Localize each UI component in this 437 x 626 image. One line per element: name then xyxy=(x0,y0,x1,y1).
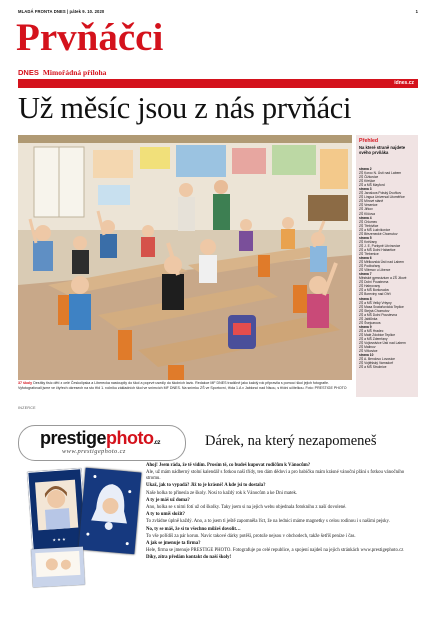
site-link[interactable]: idnes.cz xyxy=(394,80,414,86)
sidebar-school-item[interactable]: ZŠ Boreviny nad Ohří xyxy=(359,292,391,297)
sidebar-school-item[interactable]: ZŠ a MŠ Dolní Poustevna xyxy=(359,312,397,317)
sidebar-school-item[interactable]: ZŠ Chlumec xyxy=(359,219,378,224)
ad-label: INZERCE xyxy=(18,406,36,410)
sidebar-school-item[interactable]: ZŠ Čižkovice xyxy=(359,175,379,180)
logo-photo: photo xyxy=(106,428,154,448)
sidebar-school-item[interactable]: ZŠ Malé Zdobice Teplice xyxy=(359,332,396,337)
ad-answer: Naše holka to přinesla ze školy. Nosí to každý rok k Vánocům a ke Dni matek. xyxy=(146,490,298,496)
caption-text: Desítky tisíc dětí z celé Českolipska a Liberecka nastoupily do škol a poprvé usedly do školních lavic. Redakce MF DNES tradičně jako každý rok připravila s pomocí škol jejich fotografie. Vyfotografovali jsme ve čtyřech okresech na sto tříd 1. ročníku základních škol ve snímcích MF DNES. Na snímku ZŠ ve Sportovní, třída 1.A v Jablonci nad Nisou, s třídní učitelkou. Foto: PRESTIGE PHOTO xyxy=(18,381,347,390)
product-card-portrait xyxy=(27,468,86,552)
product-card-bell xyxy=(79,468,142,555)
ad-question: Ukaž, jak to vypadá? Již to je krásné! A kde jsi to dostala? xyxy=(146,483,266,489)
sidebar-page-heading: strana 2 xyxy=(359,167,372,171)
sidebar-school-item[interactable]: ZŠ Mírové stáně xyxy=(359,199,384,204)
topline-text: MLADÁ FRONTA DNES | pátek 9. 10. 2020 xyxy=(18,9,105,14)
portrait-card-illustration xyxy=(28,469,85,550)
sidebar-school-item[interactable]: ZŠ Jablůnka xyxy=(359,316,378,321)
sidebar-school-item[interactable]: ZŠ a MŠ Stružnice xyxy=(359,365,387,370)
classroom-photo xyxy=(18,135,352,380)
sidebar-page-heading: strana 7 xyxy=(359,272,372,277)
sidebar-school-item[interactable]: ZŠ Koroc N. Ústí nad Labem xyxy=(359,171,402,176)
sidebar-subtitle: Na které straně najdete svého prvňáka xyxy=(359,145,406,155)
sidebar-page-heading: strana 8 xyxy=(359,296,372,301)
sidebar-school-item[interactable]: ZŠ Mělkovská Ústí nad Labem xyxy=(359,260,404,265)
sidebar-school-item[interactable]: ZŠ Vilémov u Liberce xyxy=(359,268,391,273)
bell-card-illustration xyxy=(79,468,142,555)
ad-answer: To vše pořídíš za pár korun. Navíc takové dárky potěší, protože nejsou v obchodech, takže šetříš peníze i čas. xyxy=(146,533,356,539)
product-card-calendar xyxy=(31,547,85,588)
sidebar-school-item[interactable]: ZŠ Podbořany xyxy=(359,264,381,269)
ad-question: Díky, zítra předám kontakt do naší školy! xyxy=(146,555,232,561)
sidebar-page-heading: strana 9 xyxy=(359,324,372,329)
red-bar xyxy=(18,79,418,88)
svg-text:★ ★ ★: ★ ★ ★ xyxy=(52,536,66,543)
sidebar-page-heading: strana 5 xyxy=(359,235,372,240)
sidebar-school-item[interactable]: ZŠ Vojtěšský Varnsdorf xyxy=(359,361,394,366)
section-label: Mimořádná příloha xyxy=(42,68,107,77)
ad-headline: Dárek, na který nezapomeneš xyxy=(205,433,377,449)
sidebar-school-item[interactable]: ZŠ a MŠ Dolní Habartice xyxy=(359,247,396,252)
sidebar-school-item[interactable]: ZŠ a MŠ Ludvíkovice xyxy=(359,227,391,232)
sidebar-school-item[interactable]: ZŠ Vítkovice xyxy=(359,349,378,354)
sidebar-page-heading: strana 10 xyxy=(359,353,374,358)
prestige-photo-logo[interactable] xyxy=(40,428,160,449)
logo-tld: .cz xyxy=(153,440,161,446)
sidebar-school-item[interactable]: ZŠ Vojtovstvice Ústí nad Labem xyxy=(359,341,406,346)
ad-question: Ahoj! Jsem ráda, že tě vidím. Prosím tě, co budeš kupovat rodičům k Vánocům? xyxy=(146,463,311,468)
ad-dialogue xyxy=(146,463,418,563)
sidebar-school-item[interactable]: ZŠ Masa Svatoňovická Teplice xyxy=(359,304,404,309)
topline xyxy=(18,9,418,14)
ad-question: A jak se jmenuje ta firma? xyxy=(146,540,201,546)
section-line xyxy=(18,68,106,77)
ad-url[interactable]: www.prestigephoto.cz xyxy=(62,448,126,455)
ad-question: No, ty se máš, že si to všechno můžeš dovolit… xyxy=(146,526,241,532)
sidebar-school-item[interactable]: ZŠ A. Bendovo Lovosice xyxy=(359,357,395,362)
sidebar-page-heading: strana 6 xyxy=(359,256,372,261)
sidebar-school-item[interactable]: ZŠ Jiřkov xyxy=(359,207,373,212)
sidebar-school-item[interactable]: ZŠ Třebenice xyxy=(359,251,379,256)
photo-caption xyxy=(18,381,352,390)
headline: Už měsíc jsou z nás prvňáci xyxy=(18,91,352,125)
sidebar-school-item[interactable]: ZŠ Habrovany xyxy=(359,284,381,289)
sidebar-school-item[interactable]: ZŠ Vesenice xyxy=(359,203,378,208)
page-number: 1 xyxy=(415,9,418,14)
sidebar-school-item[interactable]: ZŠ a MŠ Borkovalov xyxy=(359,288,390,293)
sidebar-school-item[interactable]: ZŠ Lingua Universal Litoměřice xyxy=(359,195,405,200)
logo-prestige: prestige xyxy=(40,428,107,448)
ad-answer: Ale, už mám nádherný stolní kalendář s fotkou naší třídy, ten dám dědovi a pro babičku mám krásné vánoční přání s fotkou vánočního stromu. xyxy=(146,470,405,482)
sidebar-school-item[interactable]: ZŠ Kněžany xyxy=(359,239,377,244)
sidebar-school-item[interactable]: ZŠ Klíčova xyxy=(359,211,375,216)
overview-sidebar xyxy=(356,135,418,397)
sidebar-school-item[interactable]: ZŠ Jarošova Polský Dvořkov xyxy=(359,191,402,196)
sidebar-school-item[interactable]: ZŠ Malinov xyxy=(359,345,376,350)
sidebar-school-item[interactable]: ZŠ J. E. Purkyně Litvínovice xyxy=(359,243,401,248)
calendar-card-illustration xyxy=(31,547,85,588)
sidebar-title: Přehled xyxy=(359,138,379,144)
sidebar-school-item[interactable]: ZŠ Křešice xyxy=(359,179,376,184)
ad-answer: Ano, holka se s nimi fotí už od školky. Taky jsem si na jejich webu objednala fotoknihu z naší dovolené. xyxy=(146,504,347,510)
sidebar-page-heading: strana 3 xyxy=(359,187,372,192)
sidebar-school-item[interactable]: ZŠ Švejcarova xyxy=(359,320,381,325)
sidebar-list xyxy=(359,167,417,369)
sidebar-school-item[interactable]: ZŠ a MŠ Zdemřany xyxy=(359,336,388,341)
masthead: Prvňáčci xyxy=(16,16,164,59)
ad-question: A ty je máš už doma? xyxy=(146,497,190,503)
sidebar-school-item[interactable]: ZŠ a MŠ Mayford xyxy=(359,183,385,188)
sidebar-school-item[interactable]: Městské gymnázium a ZŠ Jílové xyxy=(359,276,407,281)
classroom-photo-illustration xyxy=(18,135,352,380)
sidebar-school-item[interactable]: ZŠ Březenecké Chomutov xyxy=(359,231,398,236)
sidebar-page-heading: strana 4 xyxy=(359,215,372,220)
brand-label: DNES xyxy=(18,68,39,77)
ad-question: A ty to umíš složit? xyxy=(146,512,185,518)
sidebar-school-item[interactable]: ZŠ Třebívlice xyxy=(359,223,379,228)
sidebar-school-item[interactable]: ZŠ a MŠ Hradec xyxy=(359,328,384,333)
sidebar-school-item[interactable]: ZŠ Dolní Poustevna xyxy=(359,280,389,285)
caption-lead: 37 školy xyxy=(18,381,33,385)
sidebar-school-item[interactable]: ZŠ a MŠ Velký Vrbyny xyxy=(359,300,392,305)
ad-answer: Hele, firma se jmenuje PRESTIGE PHOTO. Fotografuje po celé republice, a spojení najdeš na jejich stránkách www.prestigephoto.cz xyxy=(146,548,404,554)
sidebar-school-item[interactable]: ZŠ Stejná Chomutov xyxy=(359,308,390,313)
ad-answer: To zvládne úplně každý. Ano, a to jsem ti ještě zapomněla říct, že na lednici máme magnetky s celou rodinou i s našimi pejsky. xyxy=(146,519,390,525)
